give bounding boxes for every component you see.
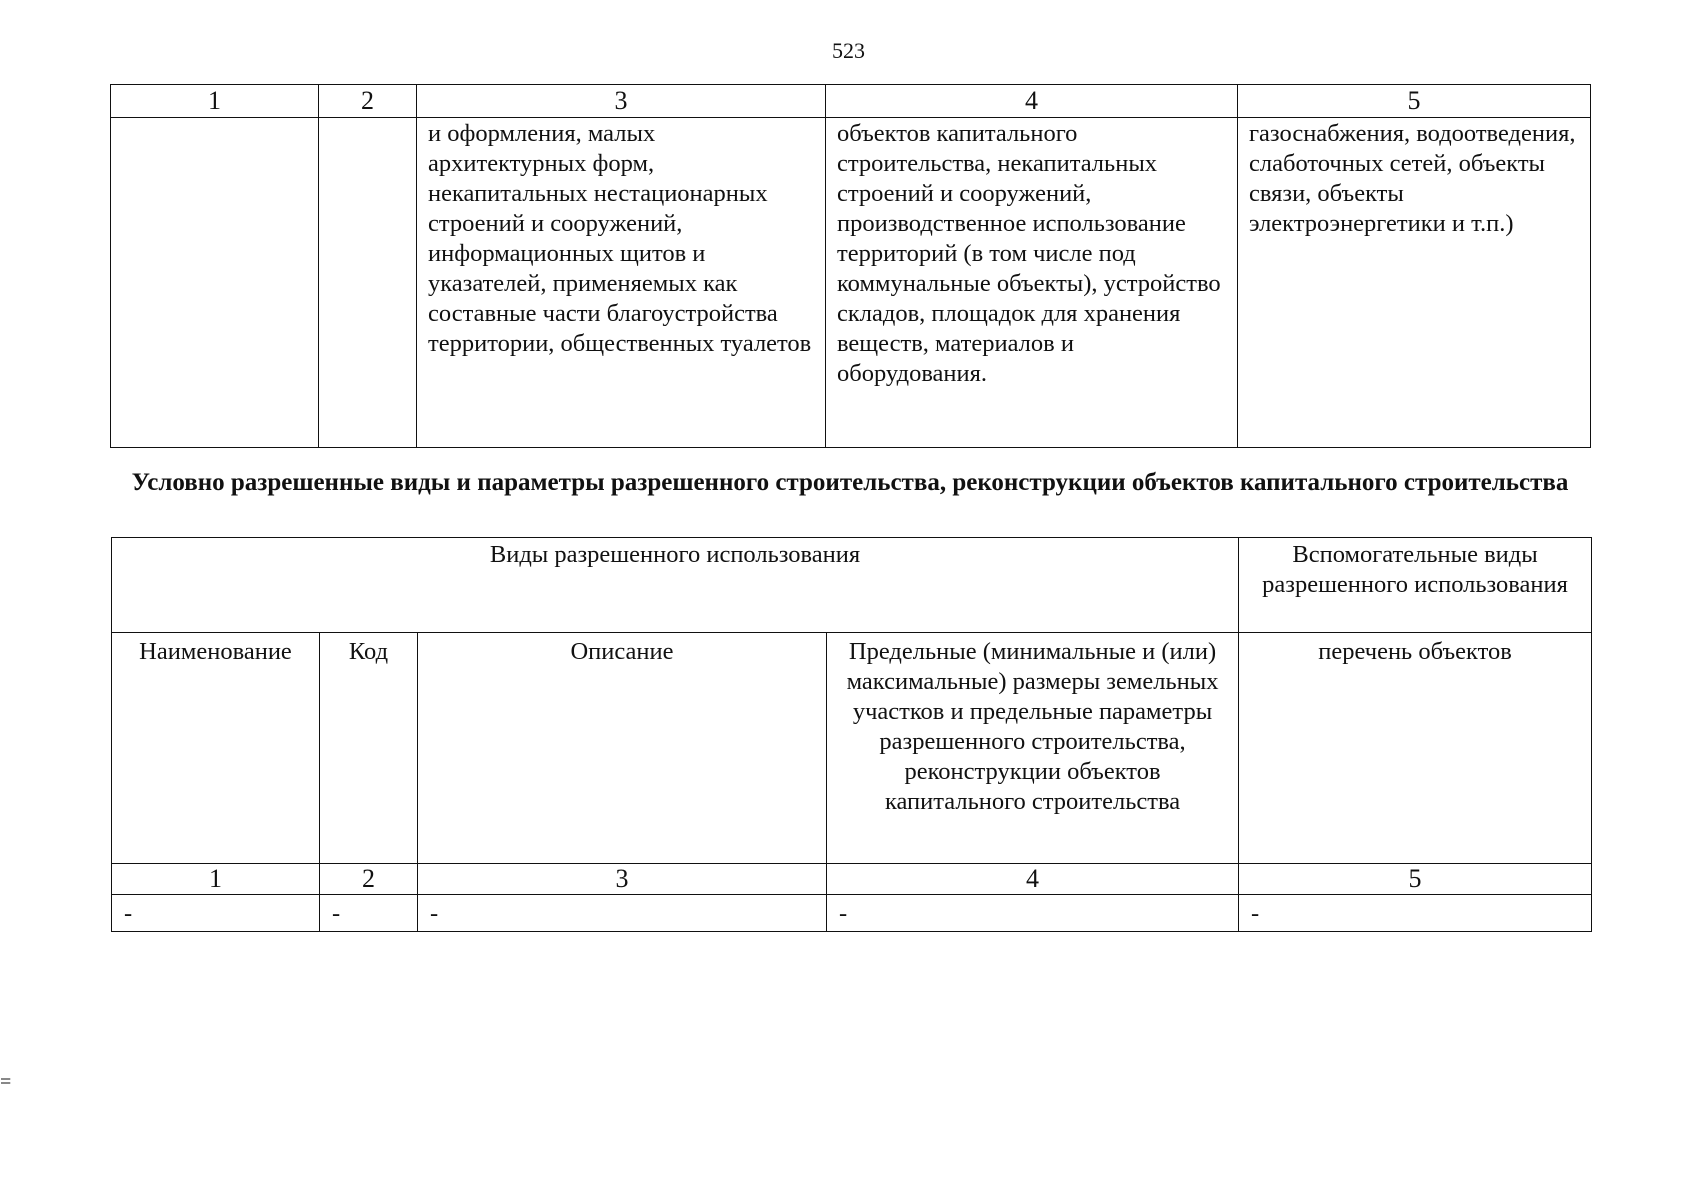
edge-mark: = (0, 1071, 12, 1093)
column-number: 1 (112, 864, 320, 895)
column-header-objects: перечень объектов (1239, 633, 1592, 864)
auxiliary-uses-header: Вспомогательные виды разрешенного использования (1239, 538, 1592, 633)
column-header-code: Код (320, 633, 418, 864)
column-header-description: Описание (418, 633, 827, 864)
parameters-cell: объектов капитального строительства, некапитальных строений и сооружений, производственное использование территорий (в том числе под коммунальные объекты), устройство складов, площадок для хранения веществ, материалов и оборудования. (826, 118, 1238, 448)
section-heading: Условно разрешенные виды и параметры разрешенного строительства, реконструкции объектов капитального строительства (131, 469, 1569, 496)
column-number: 3 (418, 864, 827, 895)
table-row (112, 895, 1592, 932)
conditional-uses-table (111, 537, 1592, 932)
column-header-name: Наименование (112, 633, 320, 864)
column-number: 5 (1239, 864, 1592, 895)
column-number: 3 (417, 85, 826, 118)
column-header-parameters: Предельные (минимальные и (или) максимальные) размеры земельных участков и предельные параметры разрешенного строительства, реконструкции объектов капитального строительства (827, 633, 1239, 864)
group-header-row (112, 538, 1592, 633)
table-cell: - (827, 895, 1239, 932)
page-number: 523 (832, 38, 865, 63)
table-cell: - (418, 895, 827, 932)
column-number-row (111, 85, 1591, 118)
column-number: 2 (319, 85, 417, 118)
table-row (111, 118, 1591, 448)
column-number-row (112, 864, 1592, 895)
table-cell: - (1239, 895, 1592, 932)
column-number: 2 (320, 864, 418, 895)
column-header-row (112, 633, 1592, 864)
code-cell (319, 118, 417, 448)
column-number: 5 (1238, 85, 1591, 118)
table-cell: - (320, 895, 418, 932)
continuation-table (110, 84, 1591, 448)
column-number: 4 (826, 85, 1238, 118)
permitted-uses-header: Виды разрешенного использования (112, 538, 1239, 633)
table-cell: - (112, 895, 320, 932)
column-number: 1 (111, 85, 319, 118)
column-number: 4 (827, 864, 1239, 895)
name-cell (111, 118, 319, 448)
objects-cell: газоснабжения, водоотведения, слаботочных сетей, объекты связи, объекты электроэнергетики и т.п.) (1238, 118, 1591, 448)
description-cell: и оформления, малых архитектурных форм, некапитальных нестационарных строений и сооружений, информационных щитов и указателей, применяемых как составные части благоустройства территории, общественных туалетов (417, 118, 826, 448)
